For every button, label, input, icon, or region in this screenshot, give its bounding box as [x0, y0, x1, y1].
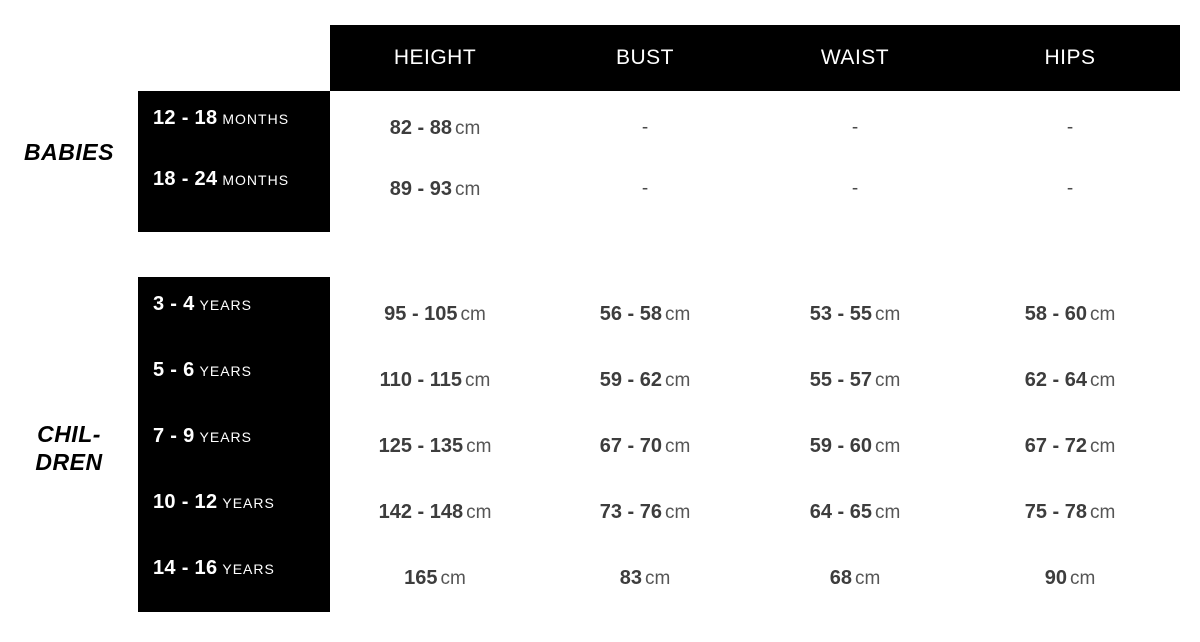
size-unit: YEARS	[199, 363, 252, 379]
cell-bust: 73 - 76 cm	[599, 501, 691, 523]
cell-bust: 56 - 58 cm	[599, 303, 691, 325]
size-value: 3 - 4	[153, 293, 195, 315]
size-unit: YEARS	[222, 561, 275, 577]
cell-waist: -	[851, 178, 859, 199]
cell-height: 142 - 148 cm	[378, 501, 492, 523]
cell-height: 89 - 93 cm	[389, 178, 481, 200]
table-row-label	[153, 359, 252, 382]
group-title-line-1: CHIL-	[37, 421, 101, 447]
size-label-column-babies	[138, 91, 330, 232]
cell-waist: 53 - 55 cm	[809, 303, 901, 325]
cell-hips: -	[1066, 178, 1074, 199]
size-value: 7 - 9	[153, 425, 195, 447]
cell-height: 95 - 105 cm	[384, 303, 486, 325]
size-value: 10 - 12	[153, 491, 218, 513]
cell-hips: 67 - 72 cm	[1024, 435, 1116, 457]
size-value: 14 - 16	[153, 557, 218, 579]
table-header-row	[330, 25, 1180, 91]
cell-hips: -	[1066, 117, 1074, 138]
cell-hips: 58 - 60 cm	[1024, 303, 1116, 325]
size-unit: MONTHS	[222, 111, 290, 127]
cell-waist: -	[851, 117, 859, 138]
column-header-bust: BUST	[615, 46, 674, 69]
cell-height: 165 cm	[404, 567, 466, 589]
cell-hips: 75 - 78 cm	[1024, 501, 1116, 523]
table-row-label	[153, 107, 289, 130]
cell-waist: 64 - 65 cm	[809, 501, 901, 523]
group-title-children	[0, 420, 138, 476]
cell-bust: -	[641, 117, 649, 138]
table-row-label	[153, 425, 252, 448]
cell-waist: 59 - 60 cm	[809, 435, 901, 457]
column-header-height: HEIGHT	[393, 46, 477, 69]
cell-hips: 62 - 64 cm	[1024, 369, 1116, 391]
size-value: 18 - 24	[153, 168, 218, 190]
size-value: 12 - 18	[153, 107, 218, 129]
cell-height: 110 - 115 cm	[379, 369, 491, 391]
column-header-hips: HIPS	[1044, 46, 1096, 69]
cell-hips: 90 cm	[1044, 567, 1096, 589]
column-header-waist: WAIST	[820, 46, 890, 69]
size-unit: YEARS	[222, 495, 275, 511]
table-row-label	[153, 491, 275, 514]
group-title-line-2: DREN	[35, 449, 103, 475]
size-unit: MONTHS	[222, 172, 290, 188]
cell-waist: 68 cm	[829, 567, 881, 589]
cell-bust: 59 - 62 cm	[599, 369, 691, 391]
table-row-label	[153, 168, 289, 191]
table-row-label	[153, 293, 252, 316]
size-value: 5 - 6	[153, 359, 195, 381]
cell-bust: 83 cm	[619, 567, 671, 589]
cell-height: 125 - 135 cm	[378, 435, 492, 457]
cell-bust: 67 - 70 cm	[599, 435, 691, 457]
table-row-label	[153, 557, 275, 580]
cell-waist: 55 - 57 cm	[809, 369, 901, 391]
size-unit: YEARS	[199, 297, 252, 313]
cell-height: 82 - 88 cm	[389, 117, 481, 139]
size-unit: YEARS	[199, 429, 252, 445]
size-label-column-children	[138, 277, 330, 612]
group-title-babies: BABIES	[24, 139, 114, 165]
cell-bust: -	[641, 178, 649, 199]
